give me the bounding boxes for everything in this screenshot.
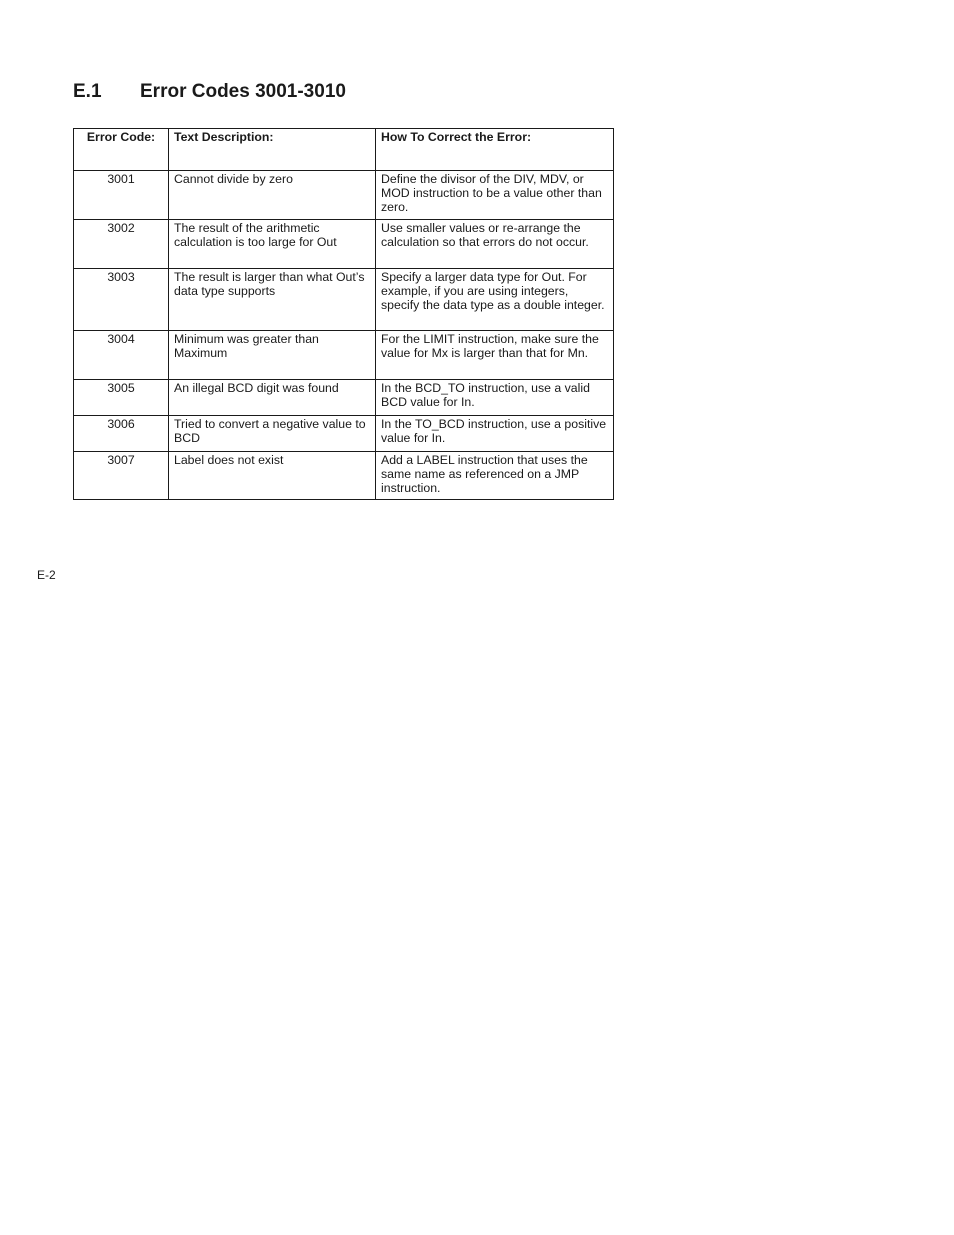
description-cell: Cannot divide by zero — [169, 171, 376, 220]
correction-cell: Add a LABEL instruction that uses the same name as referenced on a JMP instruction. — [376, 452, 614, 500]
description-cell: The result is larger than what Out’s data type supports — [169, 269, 376, 331]
table-row — [74, 416, 614, 452]
correction-cell: In the BCD_TO instruction, use a valid BCD value for In. — [376, 380, 614, 416]
header-error-code: Error Code: — [74, 129, 169, 171]
error-code-cell: 3002 — [74, 220, 169, 269]
page-number: E-2 — [37, 568, 56, 582]
description-cell: Tried to convert a negative value to BCD — [169, 416, 376, 452]
section-title: Error Codes 3001-3010 — [140, 81, 346, 102]
table-row — [74, 380, 614, 416]
error-code-cell: 3007 — [74, 452, 169, 500]
table-row — [74, 269, 614, 331]
table-row — [74, 452, 614, 500]
header-how-to-correct: How To Correct the Error: — [376, 129, 614, 171]
table-row — [74, 171, 614, 220]
error-code-cell: 3005 — [74, 380, 169, 416]
description-cell: An illegal BCD digit was found — [169, 380, 376, 416]
correction-cell: Define the divisor of the DIV, MDV, or MOD instruction to be a value other than zero. — [376, 171, 614, 220]
table-header-row — [74, 129, 614, 171]
correction-cell: In the TO_BCD instruction, use a positive value for In. — [376, 416, 614, 452]
error-code-cell: 3001 — [74, 171, 169, 220]
table-row — [74, 220, 614, 269]
error-code-cell: 3004 — [74, 331, 169, 380]
correction-cell: Use smaller values or re-arrange the calculation so that errors do not occur. — [376, 220, 614, 269]
error-codes-table — [73, 128, 614, 500]
description-cell: The result of the arithmetic calculation is too large for Out — [169, 220, 376, 269]
section-heading — [73, 80, 346, 104]
correction-cell: For the LIMIT instruction, make sure the value for Mx is larger than that for Mn. — [376, 331, 614, 380]
table-row — [74, 331, 614, 380]
description-cell: Label does not exist — [169, 452, 376, 500]
header-text-description: Text Description: — [169, 129, 376, 171]
error-code-cell: 3006 — [74, 416, 169, 452]
section-number: E.1 — [73, 81, 102, 102]
correction-cell: Specify a larger data type for Out. For example, if you are using integers, specify the data type as a double integer. — [376, 269, 614, 331]
description-cell: Minimum was greater than Maximum — [169, 331, 376, 380]
error-code-cell: 3003 — [74, 269, 169, 331]
